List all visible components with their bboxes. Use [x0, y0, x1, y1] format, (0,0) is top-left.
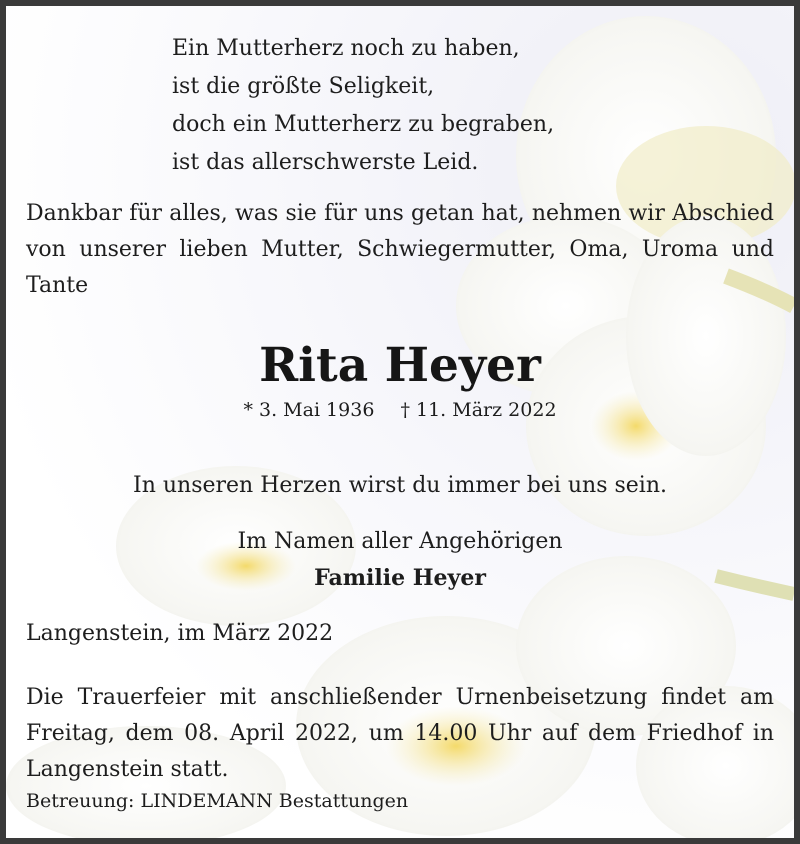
memorial-quote: In unseren Herzen wirst du immer bei uns sein.	[133, 473, 667, 498]
poem-line: doch ein Mutterherz zu begraben,	[172, 112, 555, 137]
intro-text: Dankbar für alles, was sie für uns getan hat, nehmen wir Abschied von unserer lieben Mutter, Schwiegermutter, Oma, Uroma und Tante	[26, 201, 774, 298]
deceased-name: Rita Heyer	[259, 338, 541, 393]
obituary-notice	[6, 6, 794, 838]
poem	[172, 30, 554, 182]
place-date: Langenstein, im März 2022	[26, 621, 334, 646]
ceremony-info: Die Trauerfeier mit anschließender Urnenbeisetzung findet am Freitag, dem 08. April 2022, um 14.00 Uhr auf dem Friedhof in Langenstein statt.	[26, 685, 774, 782]
family-signature-line: Im Namen aller Angehörigen	[237, 529, 563, 554]
poem-line: ist das allerschwerste Leid.	[172, 150, 479, 175]
death-date: † 11. März 2022	[400, 399, 557, 421]
family-name: Familie Heyer	[314, 565, 486, 591]
poem-line: Ein Mutterherz noch zu haben,	[172, 36, 520, 61]
undertaker-credit: Betreuung: LINDEMANN Bestattungen	[26, 790, 409, 812]
poem-line: ist die größte Seligkeit,	[172, 74, 435, 99]
birth-date: * 3. Mai 1936	[243, 399, 375, 421]
life-dates	[6, 396, 794, 424]
